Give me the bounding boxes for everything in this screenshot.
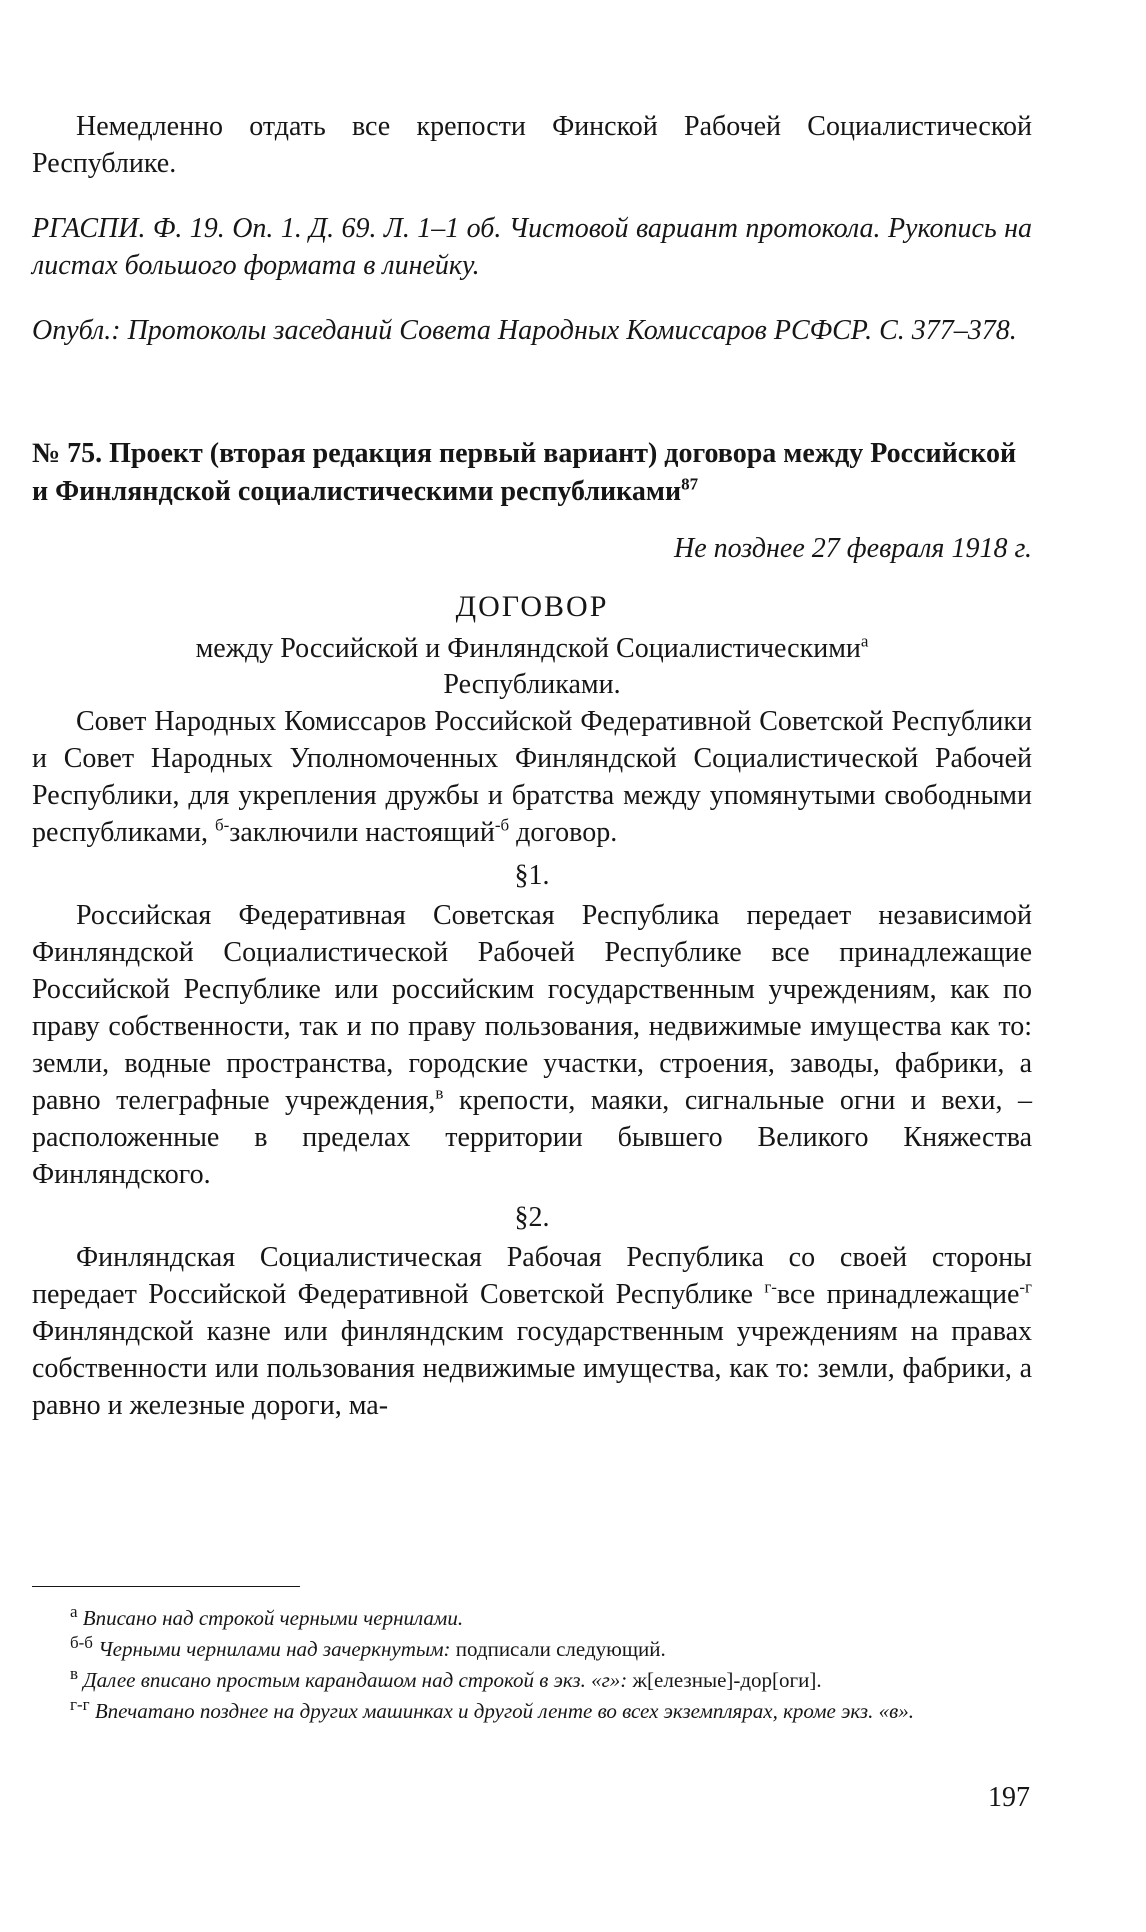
intro-text: Немедленно отдать все крепости Финской Рабочей Социалистической Республике. [32,111,1032,179]
footnote-ref-b-close: -б [494,815,510,835]
footnote-b [32,1634,1032,1665]
document-heading [32,435,1032,511]
section-1-end: крепости, маяки, сигнальные огни и вехи, – расположенные в пределах территории бывшего Великого Княжества Финляндского. [32,1085,1033,1190]
page-body [32,108,1032,1424]
footnote-g [32,1696,1032,1727]
heading-text: № 75. Проект (вторая редакция первый вариант) договора между Российской и Финляндской социалистическими республиками [32,438,1017,507]
footnote-ref-b-open: б- [214,815,230,835]
section-2-mid: все принадлежащие [776,1279,1020,1310]
archive-source: РГАСПИ. Ф. 19. Оп. 1. Д. 69. Л. 1–1 об. Чистовой вариант протокола. Рукопись на листах большого формата в линейку. [32,213,1032,281]
footnote-text: Далее вписано простым карандашом над строкой в экз. «г»: [83,1668,628,1692]
page-number: 197 [988,1782,1030,1813]
footnote-mark: в [70,1664,79,1683]
footnotes [32,1586,1032,1727]
heading-note-ref: 87 [681,474,699,494]
footnote-text: Вписано над строкой черными чернилами. [82,1606,464,1630]
footnote-ref-g-open: г- [764,1277,777,1297]
publication-note: Опубл.: Протоколы заседаний Совета Народных Комиссаров РСФСР. С. 377–378. [32,315,1017,346]
section-2-body: Финляндская Социалистическая Рабочая Республика со своей стороны передает Российской Федеративной Советской Республике [32,1242,1032,1310]
footnote-mark: б-б [70,1633,93,1652]
section-2-text [32,1239,1032,1424]
subtitle-end: Республиками. [443,669,621,700]
footnote-text: Впечатано позднее на других машинках и другой ленте во всех экземплярах, кроме экз. «в». [94,1699,914,1723]
document-date: Не позднее 27 февраля 1918 г. [674,533,1032,564]
preamble-text: Совет Народных Комиссаров Российской Федеративной Советской Республики и Совет Народных Уполномоченных Финляндской Социалистической Рабочей Республики, для укрепления дружбы и братства между упомянутыми свободными республиками, [32,706,1032,848]
footnote-v [32,1665,1032,1696]
footnote-divider [32,1586,300,1587]
footnote-text: Черными чернилами над зачеркнутым: [98,1637,451,1661]
section-1-mark: §1. [514,860,550,891]
document-subtitle [32,631,1032,703]
preamble-mid: заключили настоящий [229,817,495,848]
footnote-mark: г-г [70,1695,90,1714]
footnote-ref-g-close: -г [1019,1277,1033,1297]
footnote-quote: ж[елезные]-дор[оги]. [632,1668,822,1692]
footnote-ref-v: в [435,1083,444,1103]
preamble [32,703,1032,851]
section-1-text [32,897,1032,1193]
subtitle-text: между Российской и Финляндской Социалистическими [195,633,861,664]
footnote-a [32,1603,1032,1634]
section-2-end: Финляндской казне или финляндским государственным учреждениям на правах собственности или пользования недвижимые имущества, как то: земли, фабрики, а равно и железные дороги, ма- [32,1316,1032,1421]
footnote-quote: подписали следующий. [455,1637,666,1661]
preamble-end: договор. [516,817,618,848]
section-2-mark: §2. [514,1202,550,1233]
document-title: ДОГОВОР [455,590,609,623]
section-1-body: Российская Федеративная Советская Республика передает независимой Финляндской Социалистической Рабочей Республике все принадлежащие Российской Республике или российским государственным учреждениям, как по праву собственности, так и по праву пользования, недвижимые имущества как то: земли, водные пространства, городские участки, строения, заводы, фабрики, а равно телеграфные учреждения, [32,900,1032,1116]
footnote-mark: а [70,1602,78,1621]
footnote-ref-a: а [860,631,869,651]
